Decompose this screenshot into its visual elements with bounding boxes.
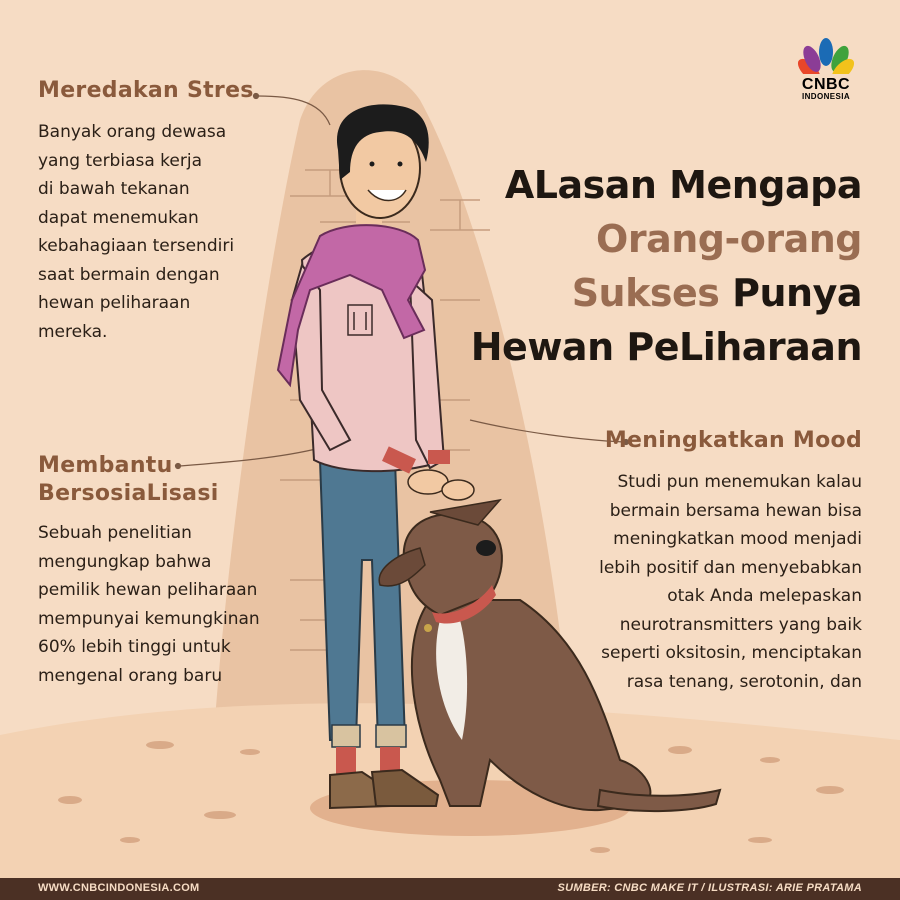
title-line-2: Orang-orang	[596, 217, 862, 261]
body-line: dapat menemukan	[38, 207, 199, 228]
peacock-icon	[796, 36, 856, 74]
dog-nose	[476, 540, 496, 556]
section-body-stress	[38, 118, 234, 346]
main-title	[471, 158, 862, 374]
section-heading-mood: Meningkatkan Mood	[604, 428, 862, 453]
section-body-mood	[599, 468, 862, 696]
heading-line: Membantu	[38, 453, 173, 478]
body-line: Banyak orang dewasa	[38, 122, 227, 142]
footer-bar	[0, 878, 900, 900]
body-line: otak Anda melepaskan	[667, 586, 862, 606]
title-line-1: ALasan Mengapa	[504, 163, 862, 207]
logo-region: INDONESIA	[801, 92, 851, 101]
body-line: pemilik hewan peliharaan	[38, 580, 258, 600]
body-line: mengenal orang baru	[38, 665, 223, 686]
body-line: mereka.	[38, 321, 108, 342]
body-line: meningkatkan mood menjadi	[613, 529, 862, 549]
section-heading-social	[38, 452, 219, 508]
body-line: Sebuah penelitian	[38, 523, 192, 543]
body-line: 60% lebih tinggi untuk	[38, 637, 231, 657]
body-line: mempunyai kemungkinan	[38, 608, 260, 629]
heading-line: BersosiaLisasi	[38, 481, 219, 506]
title-line-3	[471, 266, 862, 320]
section-body-social	[38, 519, 260, 690]
footer-credit: SUMBER: CNBC MAKE IT / ILUSTRASI: ARIE PRATAMA	[557, 882, 862, 894]
logo-wordmark: CNBC	[801, 76, 851, 93]
body-line: rasa tenang, serotonin, dan	[626, 671, 862, 692]
body-line: bermain bersama hewan bisa	[609, 500, 862, 521]
body-line: mengungkap bahwa	[38, 551, 212, 572]
body-line: neurotransmitters yang baik	[619, 614, 862, 635]
body-line: kebahagiaan tersendiri	[38, 236, 235, 256]
body-line: yang terbiasa kerja	[38, 150, 202, 171]
title-line-3-brown: Sukses	[571, 271, 720, 315]
title-line-3-dark: Punya	[732, 271, 862, 315]
footer-website: WWW.CNBCINDONESIA.COM	[38, 882, 200, 894]
body-line: di bawah tekanan	[38, 179, 190, 199]
body-line: hewan peliharaan	[38, 293, 191, 313]
section-heading-stress: Meredakan Stres	[38, 78, 254, 103]
body-line: seperti oksitosin, menciptakan	[601, 643, 862, 663]
cnbc-logo	[790, 36, 862, 101]
body-line: saat bermain dengan	[38, 264, 220, 285]
title-line-4: Hewan PeLiharaan	[470, 325, 862, 369]
body-line: Studi pun menemukan kalau	[617, 472, 862, 492]
body-line: lebih positif dan menyebabkan	[599, 557, 862, 578]
